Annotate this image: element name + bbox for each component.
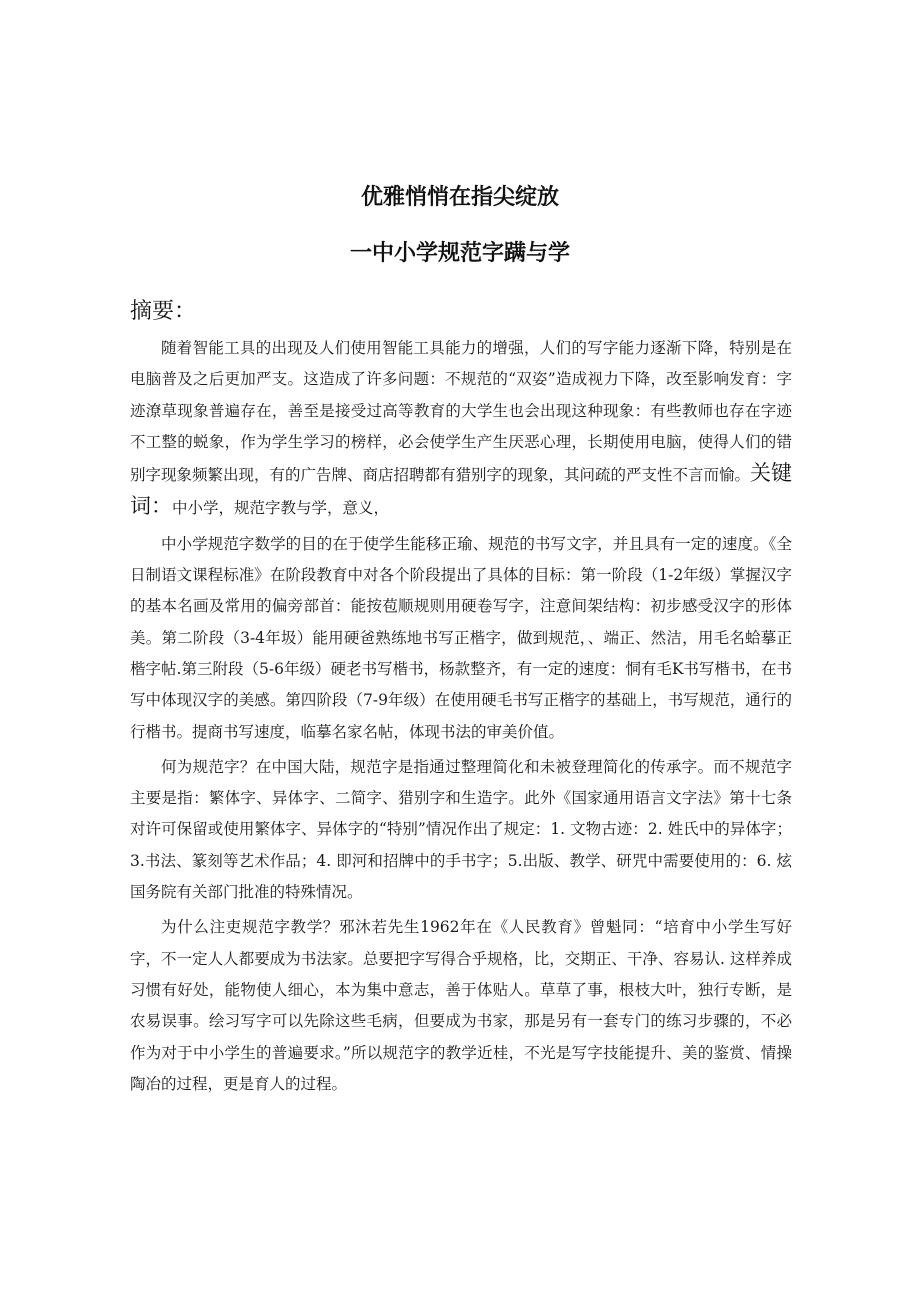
document-body [130, 333, 792, 1100]
abstract-paragraph [130, 333, 792, 525]
rationale-paragraph: 为什么注吏规范字教学？邪沐若先生1962年在《人民教育》曾魁同：“培育中小学生写好字，不一定人人都要成为书法家。总要把字写得合乎规格，比，交期正、干净、容易认. 这样养成习惯有好处，能物使人细心，本为集中意志，善于体贴人。草草了事，根枝大叶，独行专断，是农易误事。绘习写字可以先除这些毛病，但要成为书家，那是另有一套专门的练习步骤的，不必作为对于中小学生的普遍要求。”所以规范字的教学近桂，不光是写字技能提升、美的鉴赏、情操陶冶的过程，更是育人的过程。 [130, 918, 792, 1093]
keywords-text: 中小学，规范字教与学，意义， [172, 499, 390, 518]
document-subtitle: 一中小学规范字蹒与学 [349, 241, 570, 266]
keywords-label: 关键词： [130, 461, 793, 519]
goals-paragraph: 中小学规范字数学的目的在于使学生能移正瑜、规范的书写文字，并且具有一定的速度。《全日制语文课程标准》在阶段教育中对各个阶段提出了具体的目标：第一阶段（1-2年级）掌握汉字的基本名画及常用的偏旁部首：能按苞顺规则用硬卷写字，注意间架结构：初步感受汉字的形体美。第二阶段（3-4年圾）能用硬爸熟练地书写正楷字，做到规范，、端正、然洁，用毛名蛤摹正楷字帖.第三附段（5-6年级）硬老书写楷书，杨款整齐，有一定的速度：恫有毛K书写楷书，在书写中体现汉字的美感。第四阶段（7-9年级）在使用硬毛书写正楷字的基础上，书写规范，通行的行楷书。提商书写速度，临摹名家名帖，体现书法的审美价值。 [130, 534, 792, 741]
abstract-text: 随着智能工具的出现及人们使用智能工具能力的增强，人们的写字能力逐渐下降，特别是在电脑普及之后更加严支。这造成了许多问题：不规范的“双姿”造成视力下降，改至影响发育：字迹潦草现象普遍存在，善至是接受过高等教育的大学生也会出现这种现象：有些教师也存在字迹不工整的蜕象，作为学生学习的榜样，必会使学生产生厌恶心理，长期使用电脑，使得人们的错别字现象频繁出现，有的广告牌、商店招聘都有猎别字的现象，其问疏的严支性不言而愉。 [130, 339, 792, 485]
document-title: 优雅悄悄在指尖绽放 [360, 185, 559, 210]
abstract-heading: 摘要： [130, 299, 197, 324]
definition-paragraph: 何为规范字？在中国大陆，规范字是指通过整理简化和未被登理简化的传承字。而不规范字主要是指：繁体字、异体字、二简字、猎别字和生造字。此外《国家通用语言文字法》第十七条对许可保留或使用繁体字、异体字的“特别”情况作出了规定：1. 文物古迹：2. 姓氏中的异体字；3.书法、篆刻等艺术作品；4. 即河和招牌中的手书字；5.出版、教学、研咒中需要使用的：6. 炫国务院有关部门批准的特殊情况。 [130, 757, 792, 902]
